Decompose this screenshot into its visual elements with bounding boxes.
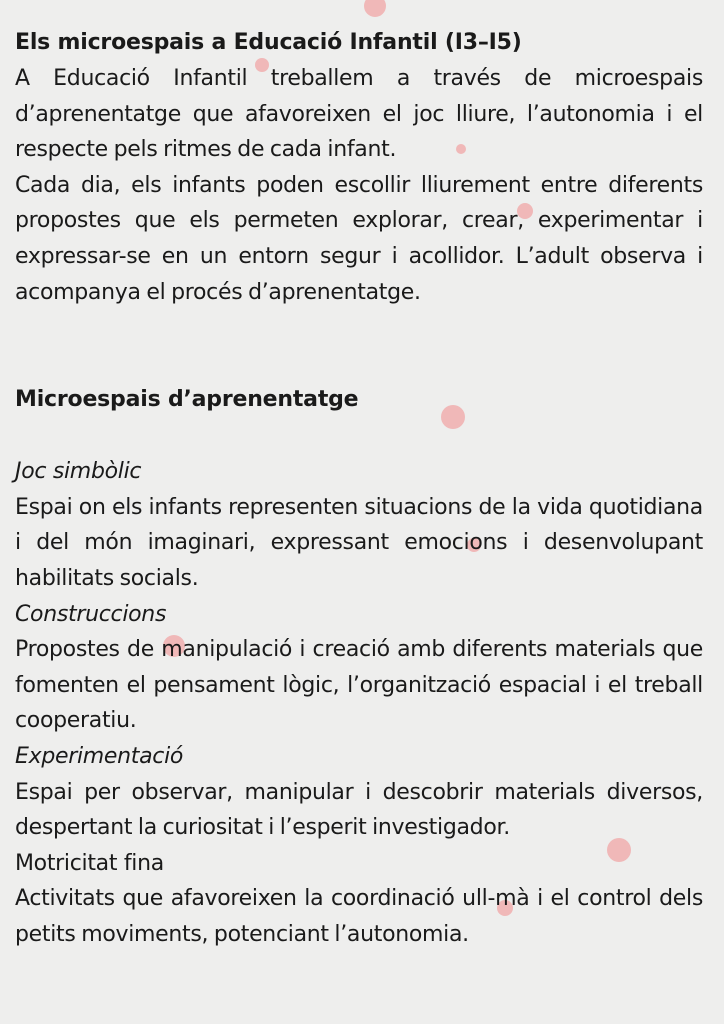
microspace-item <box>15 597 703 739</box>
section-title: Microespais d’aprenentatge <box>15 387 359 413</box>
microspace-name: Experimentació <box>15 743 184 769</box>
intro-title: Els microespais a Educació Infantil (I3–I5) <box>15 30 522 55</box>
document-body <box>15 25 703 952</box>
microspace-item <box>15 739 703 846</box>
microspace-name: Motricitat fina <box>15 850 164 876</box>
microspace-description: Espai per observar, manipular i descobrir materials diversos, despertant la curiositat i l’esperit investigador. <box>15 779 703 841</box>
microspace-description: Propostes de manipulació i creació amb diferents materials que fomenten el pensament lògic, l’organització espacial i el treball cooperatiu. <box>15 637 703 734</box>
spacer <box>15 418 703 454</box>
intro-paragraph-1: A Educació Infantil treballem a través de microespais d’aprenentatge que afavoreixen el joc lliure, l’autonomia i el respecte pels ritmes de cada infant. <box>15 66 703 163</box>
spacer <box>15 310 703 382</box>
microspace-item <box>15 846 703 953</box>
decor-dot <box>364 0 386 17</box>
microspace-name: Joc simbòlic <box>15 459 142 485</box>
microspace-name: Construccions <box>15 601 167 627</box>
microspace-description: Espai on els infants representen situacions de la vida quotidiana i del món imaginari, expressant emocions i desenvolupant habilitats socials. <box>15 494 703 591</box>
microspace-item <box>15 454 703 596</box>
intro-paragraph-2: Cada dia, els infants poden escollir lliurement entre diferents propostes que els permeten explorar, crear, experimentar i expressar-se en un entorn segur i acollidor. L’adult observa i acompanya el procés d’aprenentatge. <box>15 172 703 305</box>
microspace-description: Activitats que afavoreixen la coordinació ull-mà i el control dels petits moviments, potenciant l’autonomia. <box>15 886 703 947</box>
